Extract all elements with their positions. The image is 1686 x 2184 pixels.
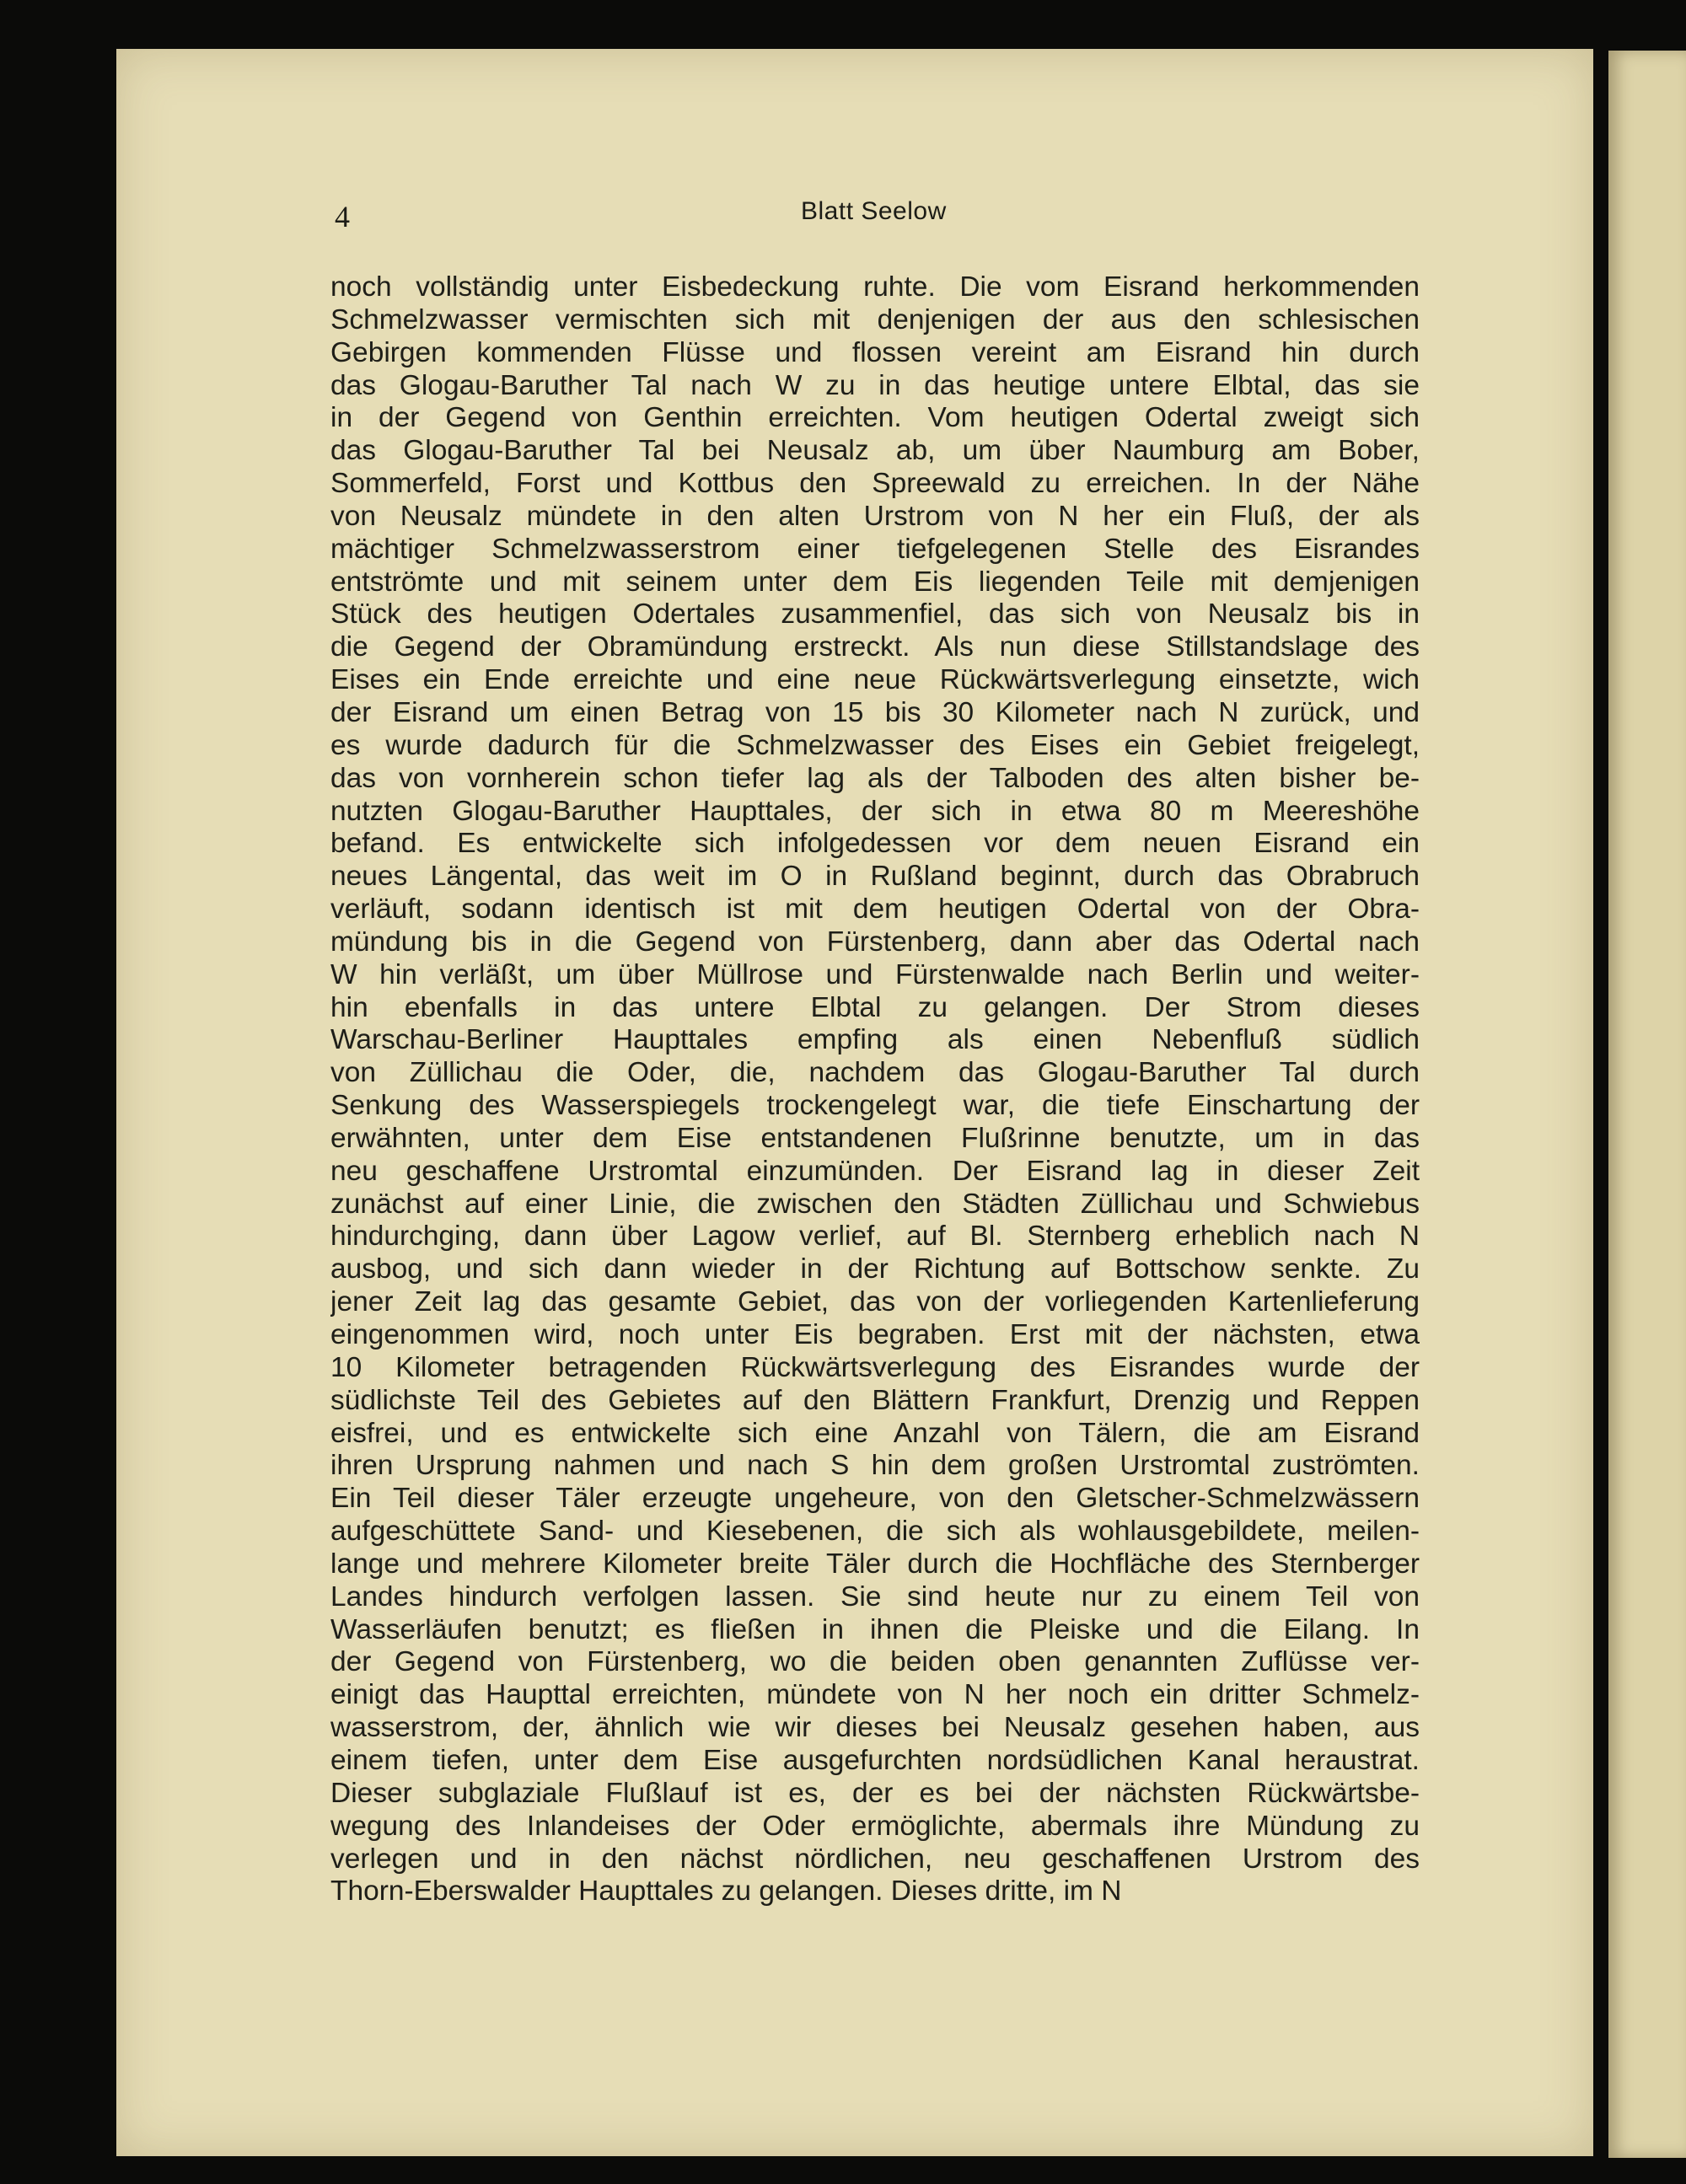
text-line: das Glogau-Baruther Tal bei Neusalz ab, um über Naumburg am Bober, xyxy=(330,435,1420,467)
text-line: Warschau-Berliner Haupttales empfing als einen Nebenfluß südlich xyxy=(330,1024,1420,1056)
text-line: der Eisrand um einen Betrag von 15 bis 30 Kilometer nach N zurück, und xyxy=(330,696,1420,728)
text-line: entströmte und mit seinem unter dem Eis liegenden Teile mit demjenigen xyxy=(330,566,1420,598)
text-line: wegung des Inlandeises der Oder ermöglichte, abermals ihre Mündung zu xyxy=(330,1810,1420,1842)
text-line: einem tiefen, unter dem Eise ausgefurchten nordsüdlichen Kanal heraustrat. xyxy=(330,1744,1420,1776)
text-line: Dieser subglaziale Flußlauf ist es, der es bei der nächsten Rückwärtsbe- xyxy=(330,1777,1420,1809)
text-line: neues Längental, das weit im O in Rußland beginnt, durch das Obrabruch xyxy=(330,861,1420,893)
text-line: hindurchging, dann über Lagow verlief, auf Bl. Sternberg erheblich nach N xyxy=(330,1221,1420,1253)
text-line: südlichste Teil des Gebietes auf den Blättern Frankfurt, Drenzig und Reppen xyxy=(330,1384,1420,1416)
body-text xyxy=(330,271,1420,1908)
text-line: die Gegend der Obramündung erstreckt. Als nun diese Stillstandslage des xyxy=(330,631,1420,663)
text-line: Schmelzwasser vermischten sich mit denjenigen der aus den schlesischen xyxy=(330,303,1420,335)
text-line: 10 Kilometer betragenden Rückwärtsverlegung des Eisrandes wurde der xyxy=(330,1351,1420,1383)
text-line: lange und mehrere Kilometer breite Täler durch die Hochfläche des Sternberger xyxy=(330,1548,1420,1580)
text-line: W hin verläßt, um über Müllrose und Fürstenwalde nach Berlin und weiter- xyxy=(330,958,1420,990)
text-line: nutzten Glogau-Baruther Haupttales, der sich in etwa 80 m Meereshöhe xyxy=(330,795,1420,827)
text-line: Thorn-Eberswalder Haupttales zu gelangen. Dieses dritte, im N xyxy=(330,1875,1122,1908)
text-line: von Züllichau die Oder, die, nachdem das Glogau-Baruther Tal durch xyxy=(330,1057,1420,1089)
text-line: von Neusalz mündete in den alten Urstrom von N her ein Fluß, der als xyxy=(330,500,1420,532)
text-line: Sommerfeld, Forst und Kottbus den Spreewald zu erreichen. In der Nähe xyxy=(330,468,1420,500)
text-line: jener Zeit lag das gesamte Gebiet, das von der vorliegenden Kartenlieferung xyxy=(330,1286,1420,1318)
text-line: Stück des heutigen Odertales zusammenfiel, das sich von Neusalz bis in xyxy=(330,598,1420,631)
text-line: erwähnten, unter dem Eise entstandenen Flußrinne benutzte, um in das xyxy=(330,1122,1420,1154)
text-line: zunächst auf einer Linie, die zwischen den Städten Züllichau und Schwiebus xyxy=(330,1188,1420,1220)
adjacent-page-edge xyxy=(1608,51,1686,2158)
text-line: einigt das Haupttal erreichten, mündete von N her noch ein dritter Schmelz- xyxy=(330,1679,1420,1711)
text-line: befand. Es entwickelte sich infolgedessen vor dem neuen Eisrand ein xyxy=(330,828,1420,860)
text-line: Eises ein Ende erreichte und eine neue Rückwärtsverlegung einsetzte, wich xyxy=(330,664,1420,696)
text-line: Wasserläufen benutzt; es fließen in ihnen die Pleiske und die Eilang. In xyxy=(330,1613,1420,1645)
text-line: mündung bis in die Gegend von Fürstenberg, dann aber das Odertal nach xyxy=(330,926,1420,958)
text-line: eingenommen wird, noch unter Eis begraben. Erst mit der nächsten, etwa xyxy=(330,1319,1420,1350)
text-line: der Gegend von Fürstenberg, wo die beiden oben genannten Zuflüsse ver- xyxy=(330,1646,1420,1678)
text-line: wasserstrom, der, ähnlich wie wir dieses bei Neusalz gesehen haben, aus xyxy=(330,1712,1420,1744)
text-line: Ein Teil dieser Täler erzeugte ungeheure, von den Gletscher-Schmelzwässern xyxy=(330,1483,1420,1515)
text-line: ihren Ursprung nahmen und nach S hin dem großen Urstromtal zuströmten. xyxy=(330,1450,1420,1482)
text-line: es wurde dadurch für die Schmelzwasser des Eises ein Gebiet freigelegt, xyxy=(330,729,1420,761)
text-line: verlegen und in den nächst nördlichen, neu geschaffenen Urstrom des xyxy=(330,1843,1420,1875)
text-line: das Glogau-Baruther Tal nach W zu in das heutige untere Elbtal, das sie xyxy=(330,369,1420,401)
text-line: Landes hindurch verfolgen lassen. Sie sind heute nur zu einem Teil von xyxy=(330,1580,1420,1613)
text-line: das von vornherein schon tiefer lag als der Talboden des alten bisher be- xyxy=(330,762,1420,794)
text-line: eisfrei, und es entwickelte sich eine Anzahl von Tälern, die am Eisrand xyxy=(330,1417,1420,1449)
text-line: hin ebenfalls in das untere Elbtal zu gelangen. Der Strom dieses xyxy=(330,991,1420,1023)
text-line: mächtiger Schmelzwasserstrom einer tiefgelegenen Stelle des Eisrandes xyxy=(330,533,1420,565)
page-number: 4 xyxy=(335,200,350,233)
text-line: Gebirgen kommenden Flüsse und flossen vereint am Eisrand hin durch xyxy=(330,336,1420,368)
text-line: aufgeschüttete Sand- und Kiesebenen, die sich als wohlausgebildete, meilen- xyxy=(330,1516,1420,1548)
text-line: neu geschaffene Urstromtal einzumünden. Der Eisrand lag in dieser Zeit xyxy=(330,1155,1420,1187)
text-line: noch vollständig unter Eisbedeckung ruhte. Die vom Eisrand herkommenden xyxy=(330,271,1420,303)
text-line: Senkung des Wasserspiegels trockengelegt war, die tiefe Einschartung der xyxy=(330,1090,1420,1122)
text-line: ausbog, und sich dann wieder in der Richtung auf Bottschow senkte. Zu xyxy=(330,1253,1420,1285)
text-line: in der Gegend von Genthin erreichten. Vom heutigen Odertal zweigt sich xyxy=(330,402,1420,434)
running-head-title: Blatt Seelow xyxy=(801,197,947,225)
text-line: verläuft, sodann identisch ist mit dem heutigen Odertal von der Obra- xyxy=(330,893,1420,926)
